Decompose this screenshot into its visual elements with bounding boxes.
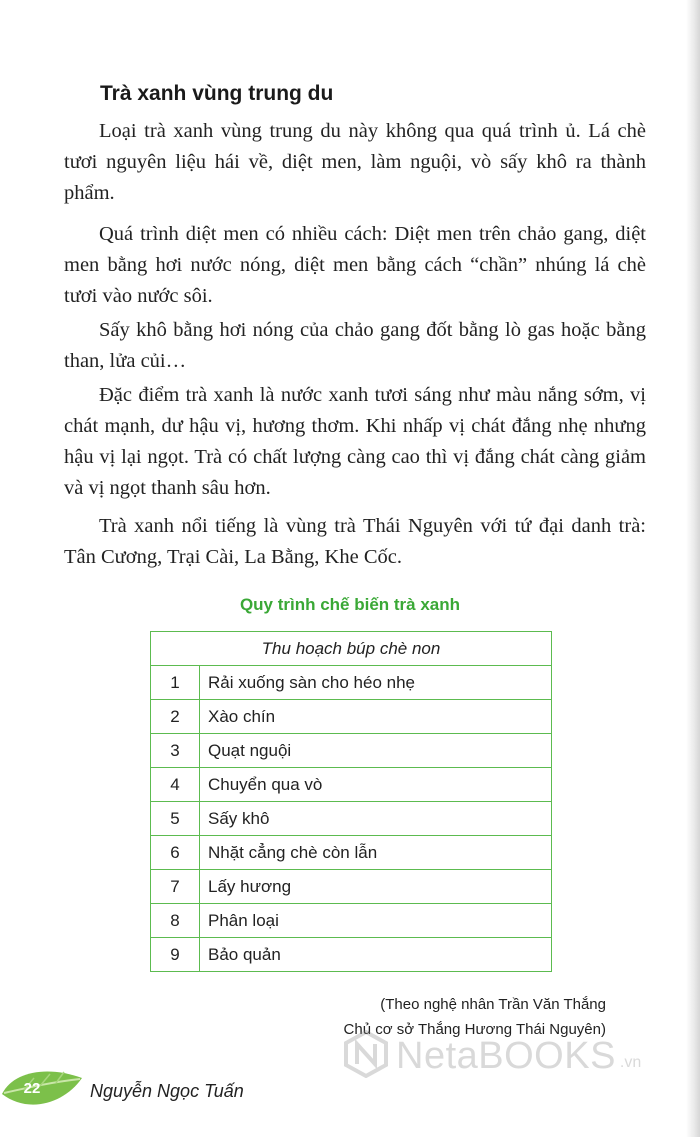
table-row <box>151 870 552 904</box>
step-number: 2 <box>151 700 200 734</box>
step-label: Rải xuống sàn cho héo nhẹ <box>200 666 552 700</box>
paragraph-5: Trà xanh nổi tiếng là vùng trà Thái Nguyên với tứ đại danh trà: Tân Cương, Trại Cài, La Bằng, Khe Cốc. <box>64 515 646 568</box>
watermark-brand: NetaBOOKS <box>396 1035 616 1077</box>
step-number: 4 <box>151 768 200 802</box>
step-label: Lấy hương <box>200 870 552 904</box>
step-label: Bảo quản <box>200 938 552 972</box>
table-row <box>151 700 552 734</box>
step-label: Quạt nguội <box>200 734 552 768</box>
step-number: 6 <box>151 836 200 870</box>
paragraph-1: Loại trà xanh vùng trung du này không qua quá trình ủ. Lá chè tươi nguyên liệu hái về, diệt men, làm nguội, vò sấy khô ra thành phẩm. <box>64 120 646 204</box>
table-row <box>151 666 552 700</box>
table-row <box>151 938 552 972</box>
step-number: 1 <box>151 666 200 700</box>
step-number: 8 <box>151 904 200 938</box>
page-number: 22 <box>23 1080 41 1097</box>
step-label: Chuyển qua vò <box>200 768 552 802</box>
step-number: 3 <box>151 734 200 768</box>
source-line-2: Chủ cơ sở Thắng Hương Thái Nguyên) <box>343 1021 606 1038</box>
table-row <box>151 802 552 836</box>
section-heading: Trà xanh vùng trung du <box>100 82 334 105</box>
step-number: 5 <box>151 802 200 836</box>
process-table <box>150 631 552 972</box>
table-row <box>151 904 552 938</box>
page-spine-shadow <box>686 0 700 1137</box>
step-number: 9 <box>151 938 200 972</box>
watermark-suffix: .vn <box>619 1053 642 1071</box>
netabooks-logo-icon <box>342 1030 390 1083</box>
step-label: Phân loại <box>200 904 552 938</box>
table-title: Quy trình chế biến trà xanh <box>239 595 461 614</box>
step-label: Xào chín <box>200 700 552 734</box>
paragraph-2: Quá trình diệt men có nhiều cách: Diệt men trên chảo gang, diệt men bằng hơi nước nóng, diệt men bằng cách “chần” nhúng lá chè tươi vào nước sôi. <box>64 223 646 307</box>
source-line-1: (Theo nghệ nhân Trần Văn Thắng <box>380 996 606 1013</box>
table-header-cell: Thu hoạch búp chè non <box>151 632 552 666</box>
watermark <box>342 1030 641 1083</box>
step-number: 7 <box>151 870 200 904</box>
table-row <box>151 768 552 802</box>
step-label: Sấy khô <box>200 802 552 836</box>
table-row <box>151 836 552 870</box>
paragraph-3: Sấy khô bằng hơi nóng của chảo gang đốt bằng lò gas hoặc bằng than, lửa củi… <box>64 319 646 372</box>
table-header-row <box>151 632 552 666</box>
step-label: Nhặt cẳng chè còn lẫn <box>200 836 552 870</box>
paragraph-4: Đặc điểm trà xanh là nước xanh tươi sáng như màu nắng sớm, vị chát mạnh, dư hậu vị, hương thơm. Khi nhấp vị chát đắng nhẹ nhưng hậu vị lại ngọt. Trà có chất lượng càng cao thì vị đắng chát càng giảm và vị ngọt thanh sâu hơn. <box>64 384 646 499</box>
author-name: Nguyễn Ngọc Tuấn <box>90 1081 244 1101</box>
table-row <box>151 734 552 768</box>
